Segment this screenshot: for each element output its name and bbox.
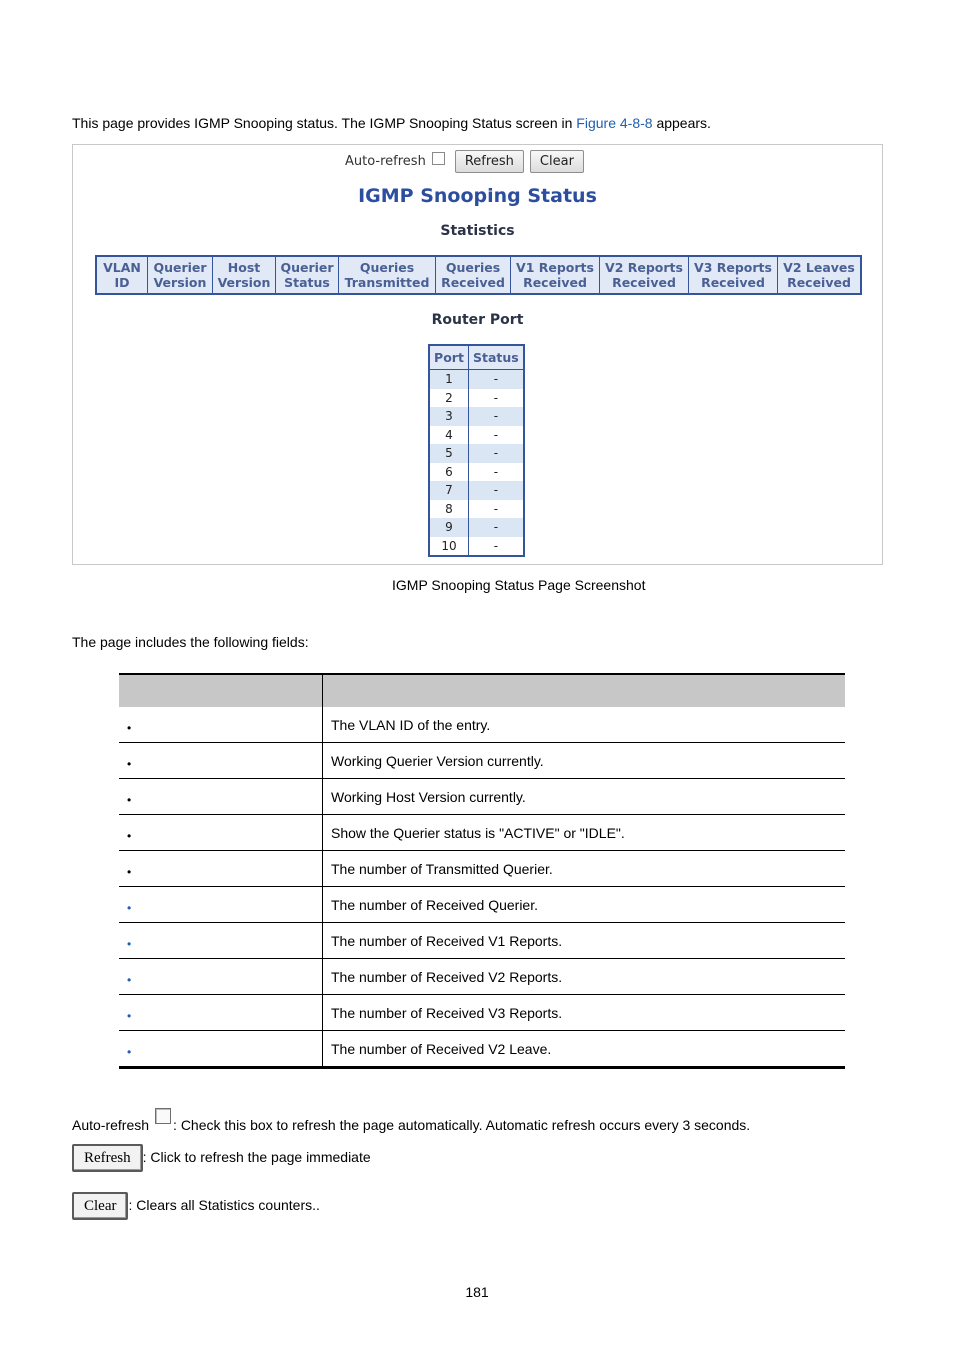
object-cell xyxy=(119,815,323,851)
description-cell: The number of Received V3 Reports. xyxy=(323,995,846,1031)
refresh-legend: Refresh : Click to refresh the page immediate xyxy=(72,1144,371,1172)
clear-legend: Clear : Clears all Statistics counters.. xyxy=(72,1192,320,1220)
port-status: - xyxy=(469,407,524,426)
object-cell xyxy=(119,851,323,887)
table-row xyxy=(119,1031,845,1068)
statistics-table xyxy=(95,255,862,295)
description-cell: The number of Received V1 Reports. xyxy=(323,923,846,959)
fields-header-row xyxy=(119,674,845,707)
bullet-icon: • xyxy=(127,1008,132,1023)
bullet-icon: • xyxy=(127,972,132,987)
table-row xyxy=(119,815,845,851)
table-row xyxy=(119,851,845,887)
auto-refresh-label: Auto-refresh xyxy=(345,154,426,169)
status-column-header: Status xyxy=(469,345,524,370)
statistics-column-header: V2 Leaves Received xyxy=(778,256,862,294)
port-column-header: Port xyxy=(429,345,469,370)
description-cell: The number of Received Querier. xyxy=(323,887,846,923)
router-port-row xyxy=(429,444,524,463)
table-row xyxy=(119,707,845,743)
checkbox-icon xyxy=(155,1108,171,1124)
bullet-icon: • xyxy=(127,936,132,951)
table-row xyxy=(119,779,845,815)
bullet-icon: • xyxy=(127,1044,132,1059)
port-status: - xyxy=(469,518,524,537)
port-number: 9 xyxy=(429,518,469,537)
router-port-row xyxy=(429,426,524,445)
table-row xyxy=(119,743,845,779)
statistics-column-header: V3 Reports Received xyxy=(689,256,778,294)
object-cell xyxy=(119,743,323,779)
bullet-icon: • xyxy=(127,900,132,915)
router-port-row xyxy=(429,481,524,500)
refresh-button[interactable]: Refresh xyxy=(455,150,524,173)
statistics-column-header: V2 Reports Received xyxy=(600,256,689,294)
router-port-row xyxy=(429,537,524,557)
auto-refresh-checkbox[interactable] xyxy=(432,152,445,165)
statistics-heading: Statistics xyxy=(440,223,515,239)
port-status: - xyxy=(469,481,524,500)
object-cell xyxy=(119,995,323,1031)
bullet-icon: • xyxy=(127,864,132,879)
router-port-heading: Router Port xyxy=(431,312,524,328)
page-number: 181 xyxy=(465,1284,489,1300)
statistics-column-header: Queries Received xyxy=(436,256,511,294)
clear-button[interactable]: Clear xyxy=(530,150,584,173)
fields-table xyxy=(119,673,845,1069)
port-status: - xyxy=(493,427,499,442)
statistics-column-header: Queries Transmitted xyxy=(339,256,436,294)
port-number: 4 xyxy=(429,426,469,445)
figure-caption: IGMP Snooping Status Page Screenshot xyxy=(392,577,646,593)
description-cell: Working Host Version currently. xyxy=(323,779,846,815)
port-status: - xyxy=(493,464,499,479)
port-status: - xyxy=(493,390,499,405)
port-number: 7 xyxy=(429,481,469,500)
object-cell xyxy=(119,707,323,743)
bullet-icon: • xyxy=(127,792,132,807)
statistics-column-header: Querier Status xyxy=(276,256,339,294)
object-header xyxy=(119,674,323,707)
port-number: 1 xyxy=(429,370,469,389)
port-number: 6 xyxy=(429,463,469,482)
object-cell xyxy=(119,959,323,995)
description-cell: Working Querier Version currently. xyxy=(323,743,846,779)
bullet-icon: • xyxy=(127,756,132,771)
table-row xyxy=(119,887,845,923)
refresh-button-image: Refresh xyxy=(72,1144,143,1172)
table-row xyxy=(119,923,845,959)
statistics-header-row xyxy=(96,256,861,294)
description-cell: Show the Querier status is "ACTIVE" or "IDLE". xyxy=(323,815,846,851)
toolbar xyxy=(345,150,584,173)
router-port-row xyxy=(429,370,524,389)
router-port-row xyxy=(429,463,524,482)
router-port-row xyxy=(429,518,524,537)
auto-refresh-legend: Auto-refresh : Check this box to refresh the page automatically. Automatic refresh occurs every 3 seconds. xyxy=(72,1114,750,1133)
object-cell xyxy=(119,779,323,815)
object-cell xyxy=(119,923,323,959)
screenshot-frame xyxy=(72,144,883,565)
statistics-column-header: V1 Reports Received xyxy=(511,256,600,294)
description-header xyxy=(323,674,846,707)
statistics-column-header: Querier Version xyxy=(148,256,213,294)
port-number: 8 xyxy=(429,500,469,519)
port-number: 5 xyxy=(429,444,469,463)
router-port-table xyxy=(428,344,525,557)
router-port-row xyxy=(429,500,524,519)
port-status: - xyxy=(469,444,524,463)
fields-intro: The page includes the following fields: xyxy=(72,634,309,650)
table-row xyxy=(119,995,845,1031)
description-cell: The number of Received V2 Leave. xyxy=(323,1031,846,1068)
statistics-column-header: VLAN ID xyxy=(96,256,148,294)
port-status: - xyxy=(493,538,499,553)
port-status: - xyxy=(469,370,524,389)
table-row xyxy=(119,959,845,995)
bullet-icon: • xyxy=(127,828,132,843)
description-cell: The VLAN ID of the entry. xyxy=(323,707,846,743)
object-cell xyxy=(119,887,323,923)
description-cell: The number of Transmitted Querier. xyxy=(323,851,846,887)
router-port-header-row xyxy=(429,345,524,370)
figure-link[interactable]: Figure 4-8-8 xyxy=(576,115,653,131)
port-number: 2 xyxy=(429,389,469,408)
description-cell: The number of Received V2 Reports. xyxy=(323,959,846,995)
router-port-row xyxy=(429,407,524,426)
router-port-row xyxy=(429,389,524,408)
statistics-column-header: Host Version xyxy=(213,256,276,294)
clear-button-image: Clear xyxy=(72,1192,128,1220)
port-number: 3 xyxy=(429,407,469,426)
page-title: IGMP Snooping Status xyxy=(358,185,597,207)
port-number: 10 xyxy=(429,537,469,557)
intro-paragraph: This page provides IGMP Snooping status. The IGMP Snooping Status screen in Figure 4-8-8 appears. xyxy=(72,115,711,131)
object-cell xyxy=(119,1031,323,1068)
port-status: - xyxy=(493,501,499,516)
bullet-icon: • xyxy=(127,720,132,735)
